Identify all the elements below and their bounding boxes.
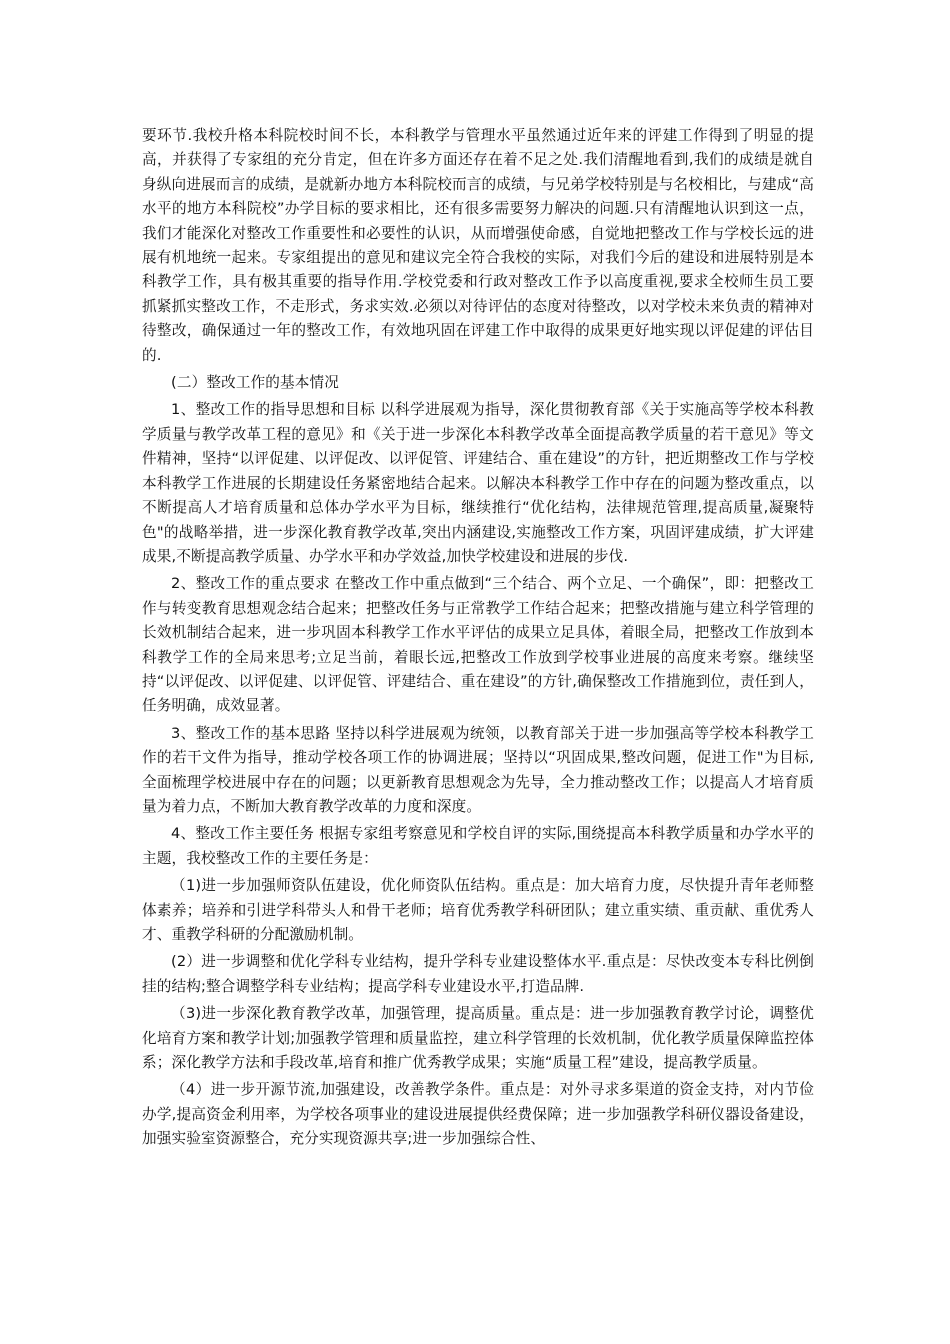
paragraph-intro: 要环节.我校升格本科院校时间不长，本科教学与管理水平虽然通过近年来的评建工作得到了明显的提高，并获得了专家组的充分肯定，但在许多方面还存在着不足之处.我们清醒地看到,我们的成绩是就自身纵向进展而言的成绩，是就新办地方本科院校而言的成绩，与兄弟学校特别是与名校相比，与建成“高水平的地方本科院校”办学目标的要求相比，还有很多需要努力解决的问题.只有清醒地认识到这一点，我们才能深化对整改工作重要性和必要性的认识，从而增强使命感，自觉地把整改工作与学校长远的进展有机地统一起来。专家组提出的意见和建议完全符合我校的实际，对我们今后的建设和进展特别是本科教学工作，具有极其重要的指导作用.学校党委和行政对整改工作予以高度重视,要求全校师生员工要抓紧抓实整改工作，不走形式，务求实效.必须以对待评估的态度对待整改，以对学校未来负责的精神对待整改，确保通过一年的整改工作，有效地巩固在评建工作中取得的成果更好地实现以评促建的评估目的. [142,127,814,364]
document-body [142,124,814,1152]
paragraph-task-4: （4）进一步开源节流,加强建设，改善教学条件。重点是：对外寻求多渠道的资金支持，对内节俭办学,提高资金利用率，为学校各项事业的建设进展提供经费保障；进一步加强教学科研仪器设备建设，加强实验室资源整合，充分实现资源共享;进一步加强综合性、 [142,1081,814,1148]
paragraph-guiding-ideology: 1、整改工作的指导思想和目标 以科学进展观为指导，深化贯彻教育部《关于实施高等学校本科教学质量与教学改革工程的意见》和《关于进一步深化本科教学改革全面提高教学质量的若干意见》等文件精神，坚持“以评促建、以评促改、以评促管、评建结合、重在建设”的方针，把近期整改工作与学校本科教学工作进展的长期建设任务紧密地结合起来。以解决本科教学工作中存在的问题为整改重点，以不断提高人才培育质量和总体办学水平为目标，继续推行“优化结构，法律规范管理,提高质量,凝聚特色"的战略举措，进一步深化教育教学改革,突出内涵建设,实施整改工作方案，巩固评建成绩，扩大评建成果,不断提高教学质量、办学水平和办学效益,加快学校建设和进展的步伐. [142,401,814,565]
paragraph-key-requirements: 2、整改工作的重点要求 在整改工作中重点做到“三个结合、两个立足、一个确保”，即：把整改工作与转变教育思想观念结合起来；把整改任务与正常教学工作结合起来；把整改措施与建立科学管理的长效机制结合起来，进一步巩固本科教学工作水平评估的成果立足具体，着眼全局，把整改工作放到本科教学工作的全局来思考;立足当前，着眼长远,把整改工作放到学校事业进展的高度来考察。继续坚持“以评促改、以评促建、以评促管、评建结合、重在建设”的方针,确保整改工作措施到位，责任到人，任务明确，成效显著。 [142,575,814,715]
paragraph-task-2: (2）进一步调整和优化学科专业结构，提升学科专业建设整体水平.重点是：尽快改变本专科比例倒挂的结构;整合调整学科专业结构；提高学科专业建设水平,打造品牌. [142,953,814,995]
section-heading: (二）整改工作的基本情况 [171,374,340,392]
paragraph-basic-approach: 3、整改工作的基本思路 坚持以科学进展观为统领，以教育部关于进一步加强高等学校本科教学工作的若干文件为指导，推动学校各项工作的协调进展；坚持以“巩固成果,整改问题，促进工作"为目标,全面梳理学校进展中存在的问题；以更新教育思想观念为先导，全力推动整改工作；以提高人才培育质量为着力点，不断加大教育教学改革的力度和深度。 [142,724,814,815]
paragraph-main-tasks: 4、整改工作主要任务 根据专家组考察意见和学校自评的实际,围绕提高本科教学质量和办学水平的主题，我校整改工作的主要任务是： [142,825,814,867]
paragraph-task-1: （1)进一步加强师资队伍建设，优化师资队伍结构。重点是：加大培育力度，尽快提升青年老师整体素养；培养和引进学科带头人和骨干老师；培育优秀教学科研团队；建立重实绩、重贡献、重优秀人才、重教学科研的分配激励机制。 [142,877,814,943]
paragraph-task-3: （3)进一步深化教育教学改革，加强管理，提高质量。重点是：进一步加强教育教学讨论，调整优化培育方案和教学计划;加强教学管理和质量监控，建立科学管理的长效机制，优化教学质量保障监控体系；深化教学方法和手段改革,培育和推广优秀教学成果；实施“质量工程”建设，提高教学质量。 [142,1005,814,1072]
